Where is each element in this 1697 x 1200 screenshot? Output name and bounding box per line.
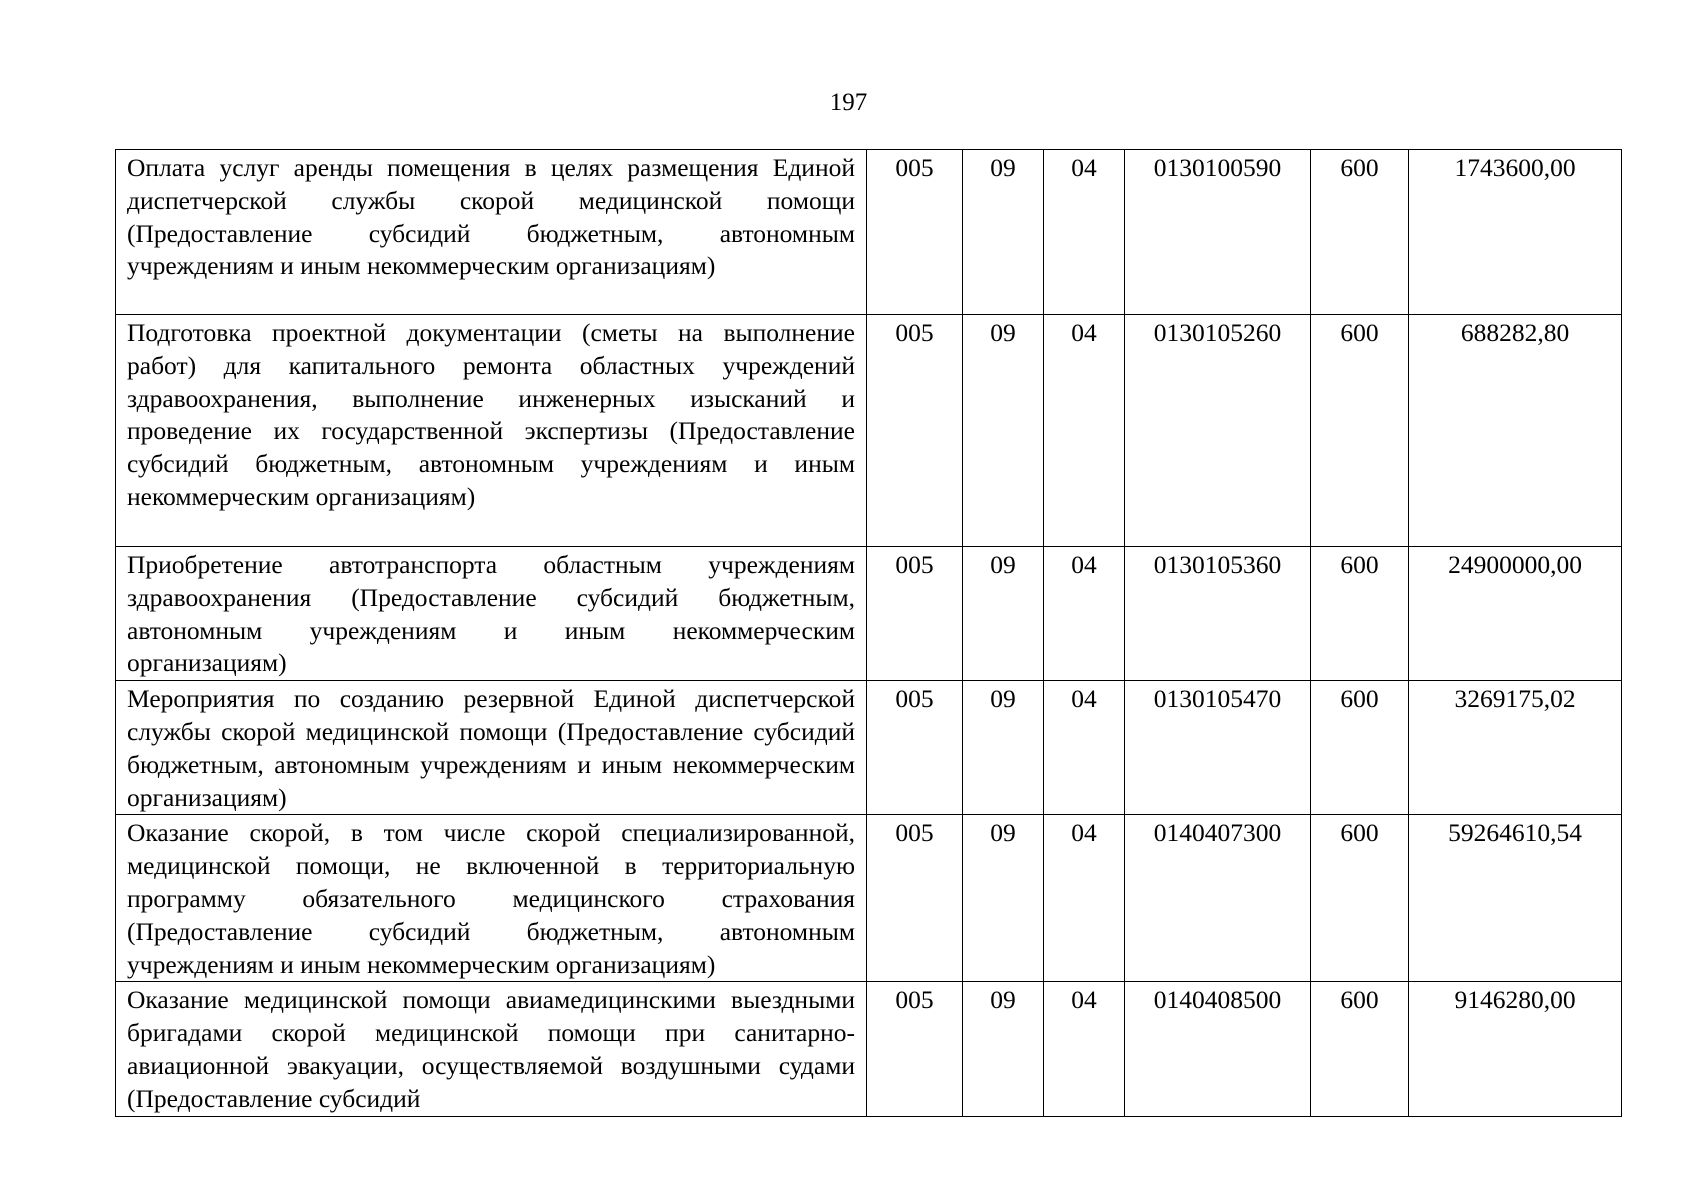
row-description: Приобретение автотранспорта областным учреждениям здравоохранения (Предоставление субсидий бюджетным, автономным учреждениям и иным некоммерческим организациям): [116, 547, 867, 681]
expense-type-code: 600: [1311, 315, 1409, 547]
expense-type-code: 600: [1311, 547, 1409, 681]
target-article-code: 0140407300: [1125, 815, 1311, 982]
ministry-code: 005: [867, 681, 963, 815]
expense-type-code: 600: [1311, 982, 1409, 1116]
subsection-code: 04: [1044, 982, 1125, 1116]
budget-table: [115, 149, 1622, 1117]
target-article-code: 0130105260: [1125, 315, 1311, 547]
row-description: Оказание скорой, в том числе скорой специализированной, медицинской помощи, не включенной в территориальную программу обязательного медицинского страхования (Предоставление субсидий бюджетным, автономным учреждениям и иным некоммерческим организациям): [116, 815, 867, 982]
ministry-code: 005: [867, 150, 963, 315]
section-code: 09: [963, 681, 1044, 815]
section-code: 09: [963, 815, 1044, 982]
expense-type-code: 600: [1311, 681, 1409, 815]
expense-type-code: 600: [1311, 815, 1409, 982]
target-article-code: 0140408500: [1125, 982, 1311, 1116]
section-code: 09: [963, 315, 1044, 547]
amount: 1743600,00: [1409, 150, 1622, 315]
target-article-code: 0130105360: [1125, 547, 1311, 681]
amount: 9146280,00: [1409, 982, 1622, 1116]
section-code: 09: [963, 982, 1044, 1116]
table-row: [116, 815, 1622, 982]
row-description: Подготовка проектной документации (сметы на выполнение работ) для капитального ремонта областных учреждений здравоохранения, выполнение инженерных изысканий и проведение их государственной экспертизы (Предоставление субсидий бюджетным, автономным учреждениям и иным некоммерческим организациям): [116, 315, 867, 547]
table-row: [116, 681, 1622, 815]
table-row: [116, 982, 1622, 1116]
subsection-code: 04: [1044, 681, 1125, 815]
subsection-code: 04: [1044, 150, 1125, 315]
target-article-code: 0130105470: [1125, 681, 1311, 815]
ministry-code: 005: [867, 315, 963, 547]
amount: 3269175,02: [1409, 681, 1622, 815]
subsection-code: 04: [1044, 547, 1125, 681]
ministry-code: 005: [867, 815, 963, 982]
ministry-code: 005: [867, 982, 963, 1116]
table-row: [116, 150, 1622, 315]
subsection-code: 04: [1044, 315, 1125, 547]
amount: 688282,80: [1409, 315, 1622, 547]
table-row: [116, 547, 1622, 681]
target-article-code: 0130100590: [1125, 150, 1311, 315]
table-row: [116, 315, 1622, 547]
amount: 59264610,54: [1409, 815, 1622, 982]
row-description: Мероприятия по созданию резервной Единой диспетчерской службы скорой медицинской помощи (Предоставление субсидий бюджетным, автономным учреждениям и иным некоммерческим организациям): [116, 681, 867, 815]
expense-type-code: 600: [1311, 150, 1409, 315]
amount: 24900000,00: [1409, 547, 1622, 681]
ministry-code: 005: [867, 547, 963, 681]
row-description: Оплата услуг аренды помещения в целях размещения Единой диспетчерской службы скорой медицинской помощи (Предоставление субсидий бюджетным, автономным учреждениям и иным некоммерческим организациям): [116, 150, 867, 315]
section-code: 09: [963, 150, 1044, 315]
row-description: Оказание медицинской помощи авиамедицинскими выездными бригадами скорой медицинской помощи при санитарно-авиационной эвакуации, осуществляемой воздушными судами (Предоставление субсидий: [116, 982, 867, 1116]
subsection-code: 04: [1044, 815, 1125, 982]
page-number: 197: [829, 89, 868, 116]
section-code: 09: [963, 547, 1044, 681]
